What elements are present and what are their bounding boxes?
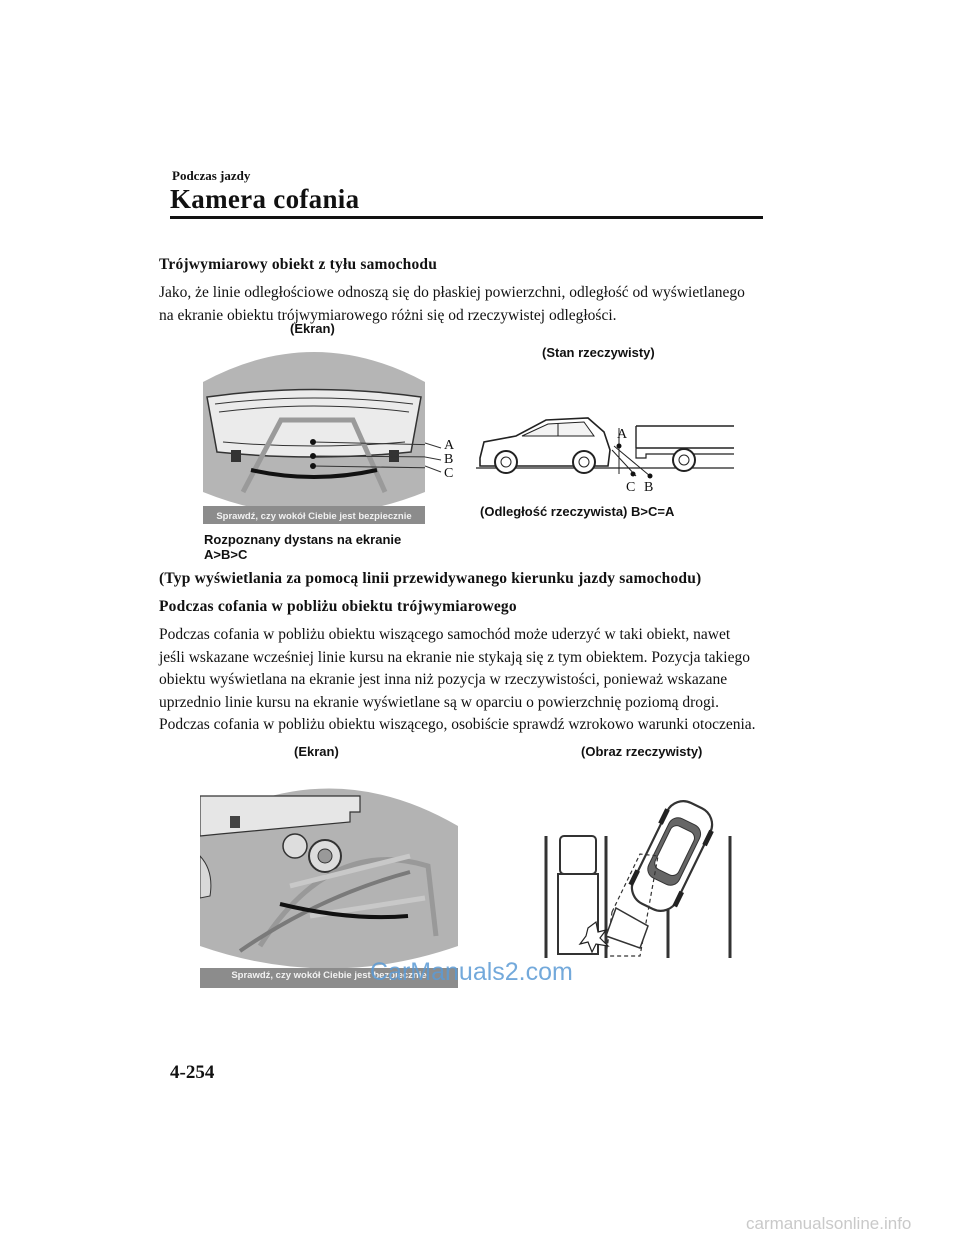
watermark-carmanualsonline: carmanualsonline.info [746, 1214, 912, 1233]
figure2-screen-banner: Sprawdź, czy wokół Ciebie jest bezpiecznie [231, 970, 427, 981]
page-title: Kamera cofania [170, 184, 360, 214]
figure1-recognized-label [204, 532, 401, 562]
figure1-actual-distance-label: (Odległość rzeczywista) B>C=A [480, 504, 675, 519]
figure1-camera-screen [203, 342, 425, 524]
recognized-label-line2: A>B>C [204, 547, 248, 562]
figure2-actual-caption: (Obraz rzeczywisty) [581, 744, 703, 759]
actual-marker-b-label: B [644, 480, 654, 495]
figure2-screen-caption: (Ekran) [294, 744, 339, 759]
figure2-camera-screen [200, 776, 458, 988]
section-paragraph-3d-object: Jako, że linie odległościowe odnoszą się do płaskiej powierzchni, odległość od wyświetlanego na ekranie obiektu trójwymiarowego różni się od rzeczywistej odległości. [159, 284, 745, 324]
figure1-actual-caption: (Stan rzeczywisty) [542, 345, 655, 360]
watermark-carmanuals2: CarManuals2.com [370, 958, 573, 986]
recognized-label-line1: Rozpoznany dystans na ekranie [204, 532, 402, 547]
display-type-note: (Typ wyświetlania za pomocą linii przewidywanego kierunku jazdy samochodu) [159, 570, 702, 587]
figure1-screen-banner: Sprawdź, czy wokół Ciebie jest bezpiecznie [216, 511, 412, 522]
figure1-actual-scene [476, 410, 736, 496]
section-heading-reversing: Podczas cofania w pobliżu obiektu trójwymiarowego [159, 598, 517, 615]
marker-c-label: C [444, 466, 454, 481]
figure1-screen-caption: (Ekran) [290, 321, 335, 336]
section-heading-3d-object: Trójwymiarowy obiekt z tyłu samochodu [159, 256, 438, 273]
figure1-marker-lines [425, 440, 445, 480]
section-paragraph-reversing: Podczas cofania w pobliżu obiektu wiszącego samochód może uderzyć w taki obiekt, nawet jeśli wskazane wcześniej linie kursu na ekranie nie stykają się z tym obiektem. Pozycja takiego obiektu wyświetlana na ekranie jest inna niż pozycja w rzeczywistości, ponieważ wskazane uprzednio linie kursu na ekranie wyświetlane są w oparciu o powierzchnię poziomą drogi. Podczas cofania w pobliżu obiektu wiszącego, osobiście sprawdź wzrokowo warunki otoczenia. [159, 626, 756, 733]
marker-b-label: B [444, 452, 454, 467]
page-number: 4-254 [170, 1062, 215, 1083]
figure2-actual-scene [540, 796, 740, 960]
title-rule [170, 216, 763, 219]
marker-a-label: A [444, 438, 455, 453]
actual-marker-c-label: C [626, 480, 636, 495]
section-label: Podczas jazdy [172, 168, 251, 183]
actual-marker-a-label: A [617, 427, 628, 442]
